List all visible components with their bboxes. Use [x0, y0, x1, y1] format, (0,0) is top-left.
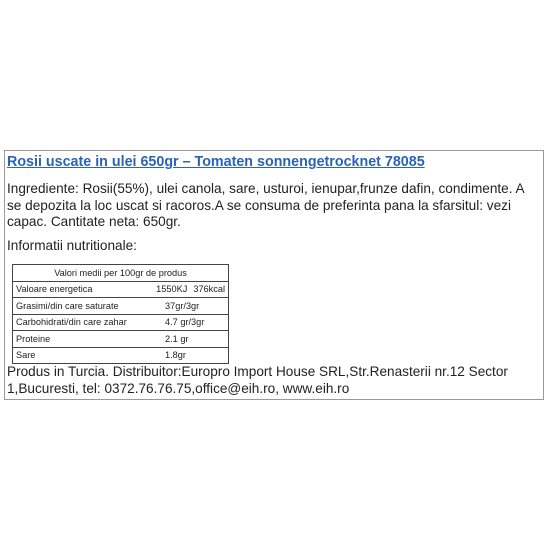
nutrition-row-fat — [13, 298, 229, 315]
nutrition-value-kcal: 376kcal — [193, 284, 225, 295]
nutrition-label: Grasimi/din care saturate — [16, 300, 119, 311]
nutrition-label: Carbohidrati/din care zahar — [16, 317, 127, 328]
nutrition-row-salt — [13, 347, 229, 364]
product-title: Rosii uscate in ulei 650gr – Tomaten sonnengetrocknet 78085 — [7, 154, 425, 170]
nutrition-table — [12, 264, 229, 364]
nutrition-value-kj: 1550KJ — [156, 284, 188, 295]
nutrition-row-protein — [13, 331, 229, 348]
nutrition-value: 1.8gr — [165, 350, 186, 361]
nutrition-heading: Informatii nutritionale: — [7, 238, 137, 253]
nutrition-label: Valoare energetica — [16, 284, 93, 295]
nutrition-label: Proteine — [16, 333, 51, 344]
nutrition-row-energy — [13, 281, 229, 298]
nutrition-table-header: Valori medii per 100gr de produs — [13, 265, 229, 282]
nutrition-value: 2.1 gr — [165, 333, 189, 344]
nutrition-value: 37gr/3gr — [165, 300, 200, 311]
nutrition-value: 4.7 gr/3gr — [165, 317, 205, 328]
distributor-info: Produs in Turcia. Distribuitor:Europro Import House SRL,Str.Renasterii nr.12 Sector 1,Bucuresti, tel: 0372.76.76.75,office@eih.ro, www.eih.ro — [7, 364, 508, 396]
nutrition-table-header-row — [13, 265, 229, 282]
nutrition-row-carbs — [13, 314, 229, 331]
ingredients-text: Ingrediente: Rosii(55%), ulei canola, sare, usturoi, ienupar,frunze dafin, condimente. A se depozita la loc uscat si racoros.A se consuma de preferinta pana la sfarsitul: vezi capac. Cantitate neta: 650gr. — [7, 181, 524, 229]
nutrition-label: Sare — [16, 350, 36, 361]
